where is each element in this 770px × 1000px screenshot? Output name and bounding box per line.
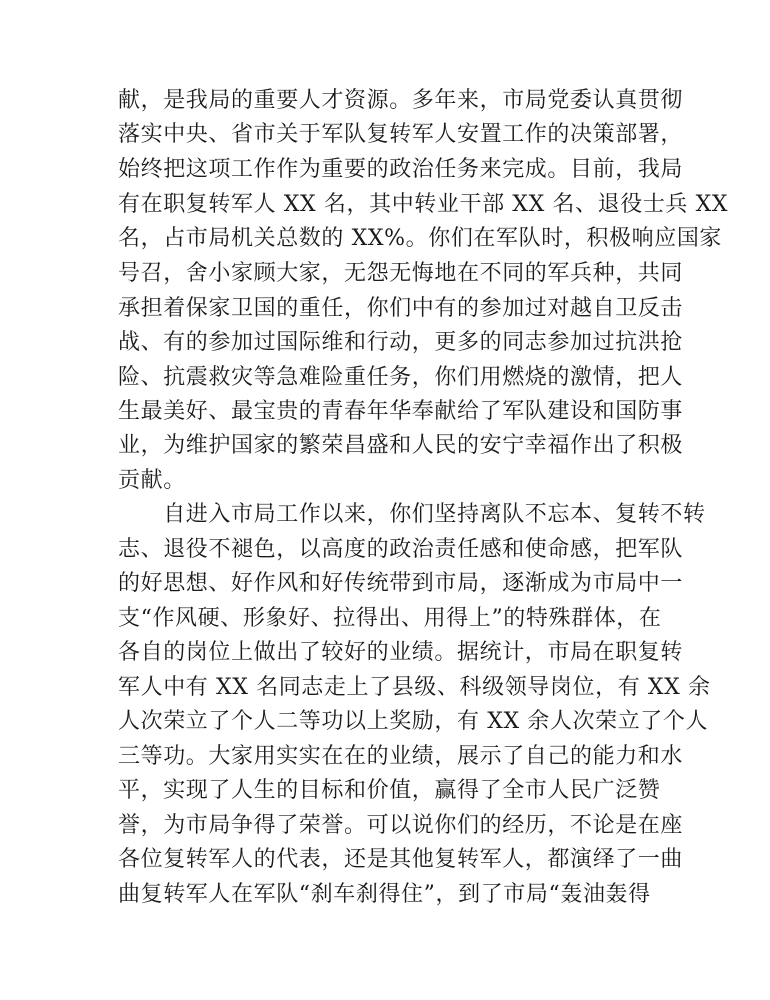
text-line: 誉，为市局争得了荣誉。可以说你们的经历，不论是在座 — [118, 813, 684, 838]
text-line: 贡献。 — [118, 468, 186, 493]
text-line: 各位复转军人的代表，还是其他复转军人，都演绎了一曲 — [118, 847, 684, 872]
text-line: 战、有的参加过国际维和行动，更多的同志参加过抗洪抢 — [118, 330, 684, 355]
text-line: 名，占市局机关总数的 XX%。你们在军队时，积极响应国家 — [118, 226, 723, 251]
text-line: 险、抗震救灾等急难险重任务，你们用燃烧的激情，把人 — [118, 365, 684, 390]
text-line: 人次荣立了个人二等功以上奖励，有 XX 余人次荣立了个人 — [118, 709, 709, 734]
text-line: 三等功。大家用实实在在的业绩，展示了自己的能力和水 — [118, 744, 684, 769]
text-line: 曲复转军人在军队“刹车刹得住”，到了市局“轰油轰得 — [118, 882, 651, 907]
text-line: 支“作风硬、形象好、拉得出、用得上”的特殊群体，在 — [118, 606, 662, 631]
text-line: 献，是我局的重要人才资源。多年来，市局党委认真贯彻 — [118, 88, 684, 113]
text-line: 号召，舍小家顾大家，无怨无悔地在不同的军兵种，共同 — [118, 261, 684, 286]
text-line: 落实中央、省市关于军队复转军人安置工作的决策部署， — [118, 122, 684, 147]
text-line: 业，为维护国家的繁荣昌盛和人民的安宁幸福作出了积极 — [118, 433, 684, 458]
text-line: 志、退役不褪色，以高度的政治责任感和使命感，把军队 — [118, 537, 684, 562]
text-line: 有在职复转军人 XX 名，其中转业干部 XX 名、退役士兵 XX — [118, 192, 729, 217]
text-line: 承担着保家卫国的重任，你们中有的参加过对越自卫反击 — [118, 296, 684, 321]
text-line: 平，实现了人生的目标和价值，赢得了全市人民广泛赞 — [118, 778, 661, 803]
text-line: 始终把这项工作作为重要的政治任务来完成。目前，我局 — [118, 157, 684, 182]
text-line: 各自的岗位上做出了较好的业绩。据统计，市局在职复转 — [118, 640, 684, 665]
paragraph-start-line: 自进入市局工作以来，你们坚持离队不忘本、复转不转 — [118, 502, 706, 527]
text-line: 的好思想、好作风和好传统带到市局，逐渐成为市局中一 — [118, 571, 684, 596]
text-line: 军人中有 XX 名同志走上了县级、科级领导岗位，有 XX 余 — [118, 675, 711, 700]
text-line: 生最美好、最宝贵的青春年华奉献给了军队建设和国防事 — [118, 399, 684, 424]
